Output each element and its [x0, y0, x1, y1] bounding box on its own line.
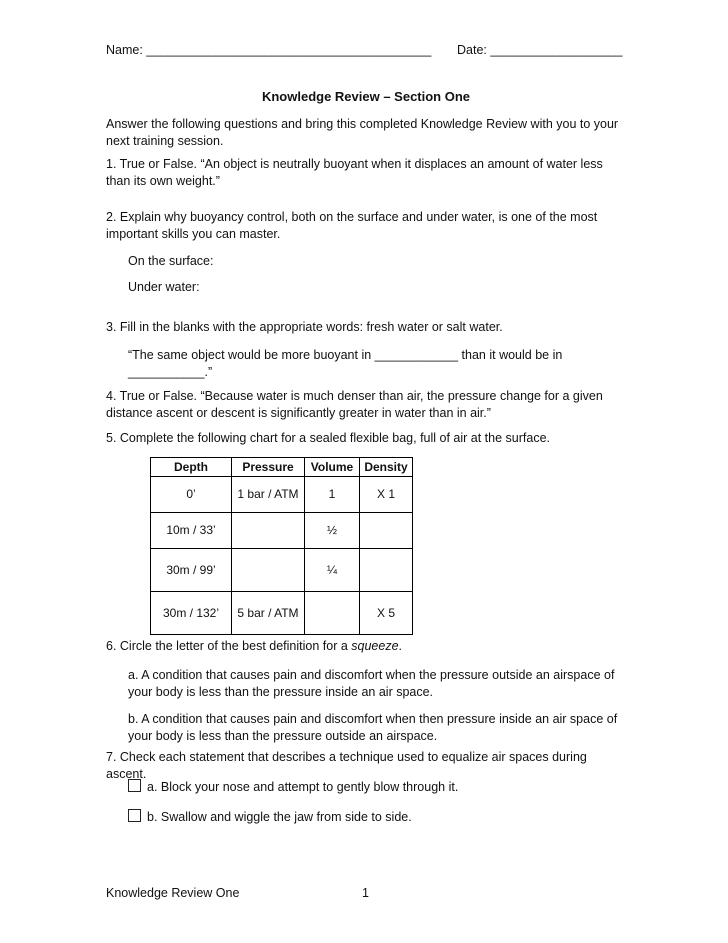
- cell-volume[interactable]: ½: [305, 513, 360, 549]
- checkbox-icon[interactable]: [128, 779, 141, 792]
- q3-fill-sentence: “The same object would be more buoyant in ____________ than it would be in ___________.”: [128, 348, 563, 379]
- cell-pressure[interactable]: [232, 513, 305, 549]
- header-depth: Depth: [151, 458, 232, 477]
- cell-volume[interactable]: ¼: [305, 549, 360, 592]
- cell-pressure[interactable]: 5 bar / ATM: [232, 592, 305, 635]
- question-2: 2. Explain why buoyancy control, both on the surface and under water, is one of the most important skills you can master.: [106, 210, 598, 241]
- footer-title: Knowledge Review One: [106, 886, 240, 900]
- checkbox-icon[interactable]: [128, 809, 141, 822]
- cell-depth: 30m / 132’: [151, 592, 232, 635]
- question-1: 1. True or False. “An object is neutrally buoyant when it displaces an amount of water less than its own weight.”: [106, 157, 603, 188]
- header-density: Density: [360, 458, 413, 477]
- cell-density[interactable]: [360, 549, 413, 592]
- cell-pressure[interactable]: [232, 549, 305, 592]
- cell-density[interactable]: X 1: [360, 477, 413, 513]
- question-7: 7. Check each statement that describes a technique used to equalize air spaces during ascent.: [106, 750, 587, 781]
- page-number: 1: [362, 886, 369, 900]
- q7-option-b[interactable]: [106, 809, 648, 826]
- cell-volume[interactable]: [305, 592, 360, 635]
- question-6: [106, 638, 626, 655]
- chart-header-row: [151, 458, 413, 477]
- buoyancy-chart: [150, 457, 413, 635]
- header-pressure: Pressure: [232, 458, 305, 477]
- q6-prefix: 6. Circle the letter of the best definition for a: [106, 639, 352, 653]
- intro-text: Answer the following questions and bring this completed Knowledge Review with you to your next training session.: [106, 117, 619, 148]
- header-volume: Volume: [305, 458, 360, 477]
- q7-option-a[interactable]: [106, 779, 648, 796]
- question-3: 3. Fill in the blanks with the appropriate words: fresh water or salt water.: [106, 320, 503, 334]
- cell-depth: 10m / 33’: [151, 513, 232, 549]
- cell-depth: 30m / 99’: [151, 549, 232, 592]
- q7-option-a-label: a. Block your nose and attempt to gently blow through it.: [147, 780, 459, 794]
- q2-surface-label: On the surface:: [128, 254, 214, 268]
- question-4: 4. True or False. “Because water is much denser than air, the pressure change for a given distance ascent or descent is significantly greater in water than in air.”: [106, 389, 603, 420]
- table-row: [151, 477, 413, 513]
- date-line: Date: ___________________: [457, 43, 623, 57]
- cell-density[interactable]: X 5: [360, 592, 413, 635]
- q6-option-a[interactable]: a. A condition that causes pain and discomfort when the pressure outside an airspace of your body is less than the pressure inside an air space.: [128, 668, 615, 699]
- name-line: Name: _________________________________________: [106, 43, 432, 57]
- cell-pressure[interactable]: 1 bar / ATM: [232, 477, 305, 513]
- q6-option-b[interactable]: b. A condition that causes pain and discomfort when then pressure inside an air space of your body is less than the pressure outside an airspace.: [128, 712, 618, 743]
- table-row: [151, 513, 413, 549]
- cell-volume[interactable]: 1: [305, 477, 360, 513]
- table-row: [151, 592, 413, 635]
- q7-option-b-label: b. Swallow and wiggle the jaw from side to side.: [147, 810, 412, 824]
- table-row: [151, 549, 413, 592]
- page-title: Knowledge Review – Section One: [261, 89, 471, 104]
- question-5: 5. Complete the following chart for a sealed flexible bag, full of air at the surface.: [106, 431, 550, 445]
- cell-density[interactable]: [360, 513, 413, 549]
- cell-depth: 0’: [151, 477, 232, 513]
- q6-term: squeeze: [351, 639, 399, 653]
- q6-suffix: .: [398, 639, 403, 653]
- q2-underwater-label: Under water:: [128, 280, 200, 294]
